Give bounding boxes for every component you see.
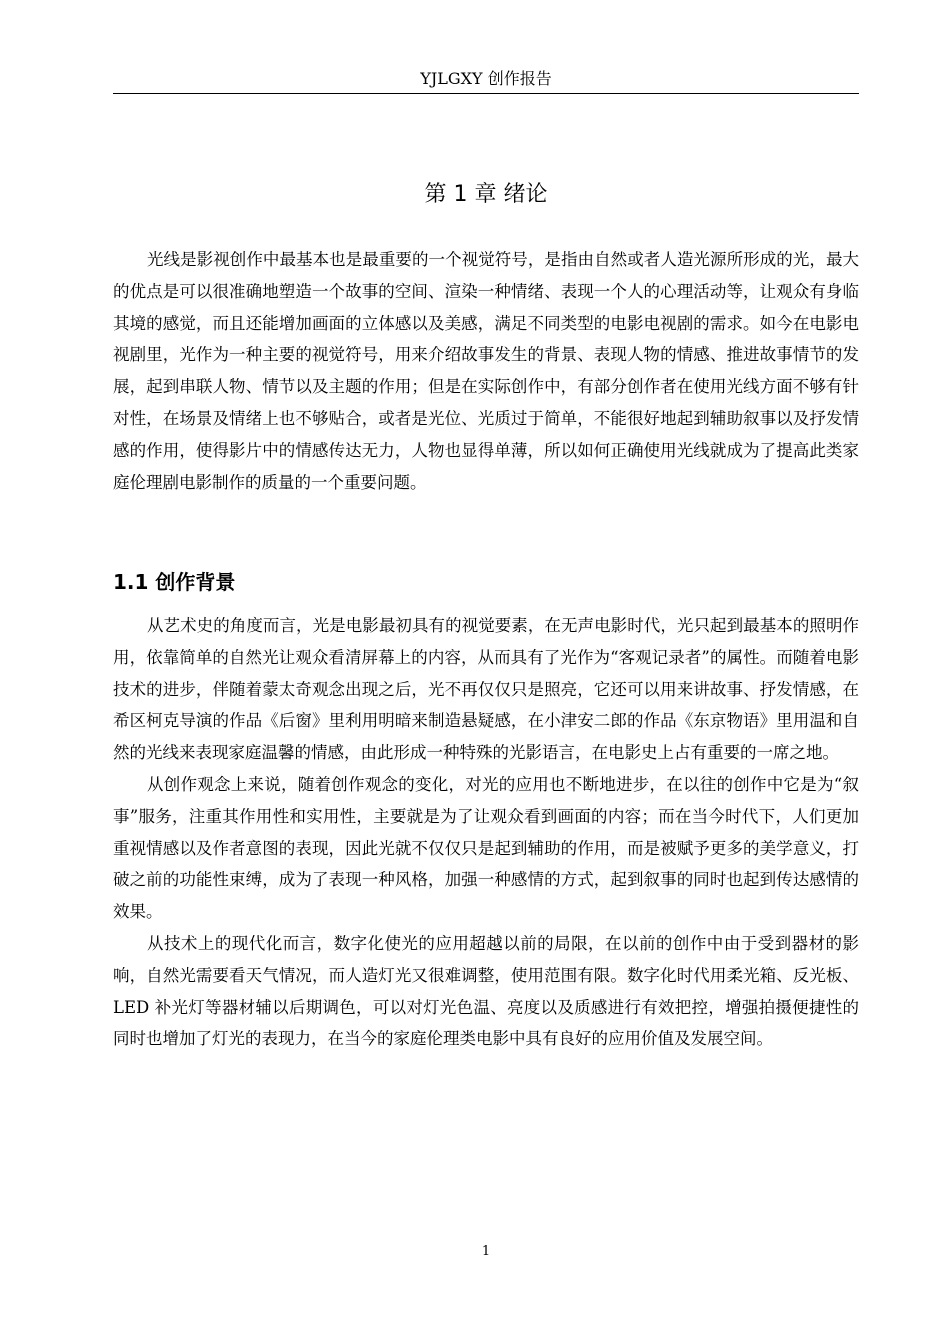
- intro-paragraph: 光线是影视创作中最基本也是最重要的一个视觉符号，是指由自然或者人造光源所形成的光，最大的优点是可以很准确地塑造一个故事的空间、渲染一种情绪、表现一个人的心理活动等，让观众有身临其境的感觉，而且还能增加画面的立体感以及美感，满足不同类型的电影电视剧的需求。如今在电影电视剧里，光作为一种主要的视觉符号，用来介绍故事发生的背景、表现人物的情感、推进故事情节的发展，起到串联人物、情节以及主题的作用；但是在实际创作中，有部分创作者在使用光线方面不够有针对性，在场景及情绪上也不够贴合，或者是光位、光质过于简单，不能很好地起到辅助叙事以及抒发情感的作用，使得影片中的情感传达无力，人物也显得单薄，所以如何正确使用光线就成为了提高此类家庭伦理剧电影制作的质量的一个重要问题。: [113, 250, 859, 492]
- section-body: [113, 610, 859, 1055]
- header-divider: [113, 93, 859, 94]
- body-paragraph: 从艺术史的角度而言，光是电影最初具有的视觉要素，在无声电影时代，光只起到最基本的照明作用，依靠简单的自然光让观众看清屏幕上的内容，从而具有了光作为“客观记录者”的属性。而随着电影技术的进步，伴随着蒙太奇观念出现之后，光不再仅仅只是照亮，它还可以用来讲故事、抒发情感，在希区柯克导演的作品《后窗》里利用明暗来制造悬疑感，在小津安二郎的作品《东京物语》里用温和自然的光线来表现家庭温馨的情感，由此形成一种特殊的光影语言，在电影史上占有重要的一席之地。: [113, 616, 859, 763]
- running-header: YJLGXY 创作报告: [420, 69, 552, 88]
- chapter-title: 第 1 章 绪论: [424, 182, 548, 207]
- section-title: 1.1 创作背景: [113, 570, 236, 594]
- body-paragraph: 从技术上的现代化而言，数字化使光的应用超越以前的局限，在以前的创作中由于受到器材的影响，自然光需要看天气情况，而人造灯光又很难调整，使用范围有限。数字化时代用柔光箱、反光板、LED 补光灯等器材辅以后期调色，可以对灯光色温、亮度以及质感进行有效把控，增强拍摄便捷性的同时也增加了灯光的表现力，在当今的家庭伦理类电影中具有良好的应用价值及发展空间。: [113, 933, 859, 1049]
- body-paragraph: 从创作观念上来说，随着创作观念的变化，对光的应用也不断地进步，在以往的创作中它是为“叙事”服务，注重其作用性和实用性，主要就是为了让观众看到画面的内容；而在当今时代下，人们更加重视情感以及作者意图的表现，因此光就不仅仅只是起到辅助的作用，而是被赋予更多的美学意义，打破之前的功能性束缚，成为了表现一种风格，加强一种感情的方式，起到叙事的同时也起到传达感情的效果。: [113, 774, 859, 922]
- chapter-intro: [113, 244, 859, 498]
- page-number: 1: [481, 1244, 491, 1259]
